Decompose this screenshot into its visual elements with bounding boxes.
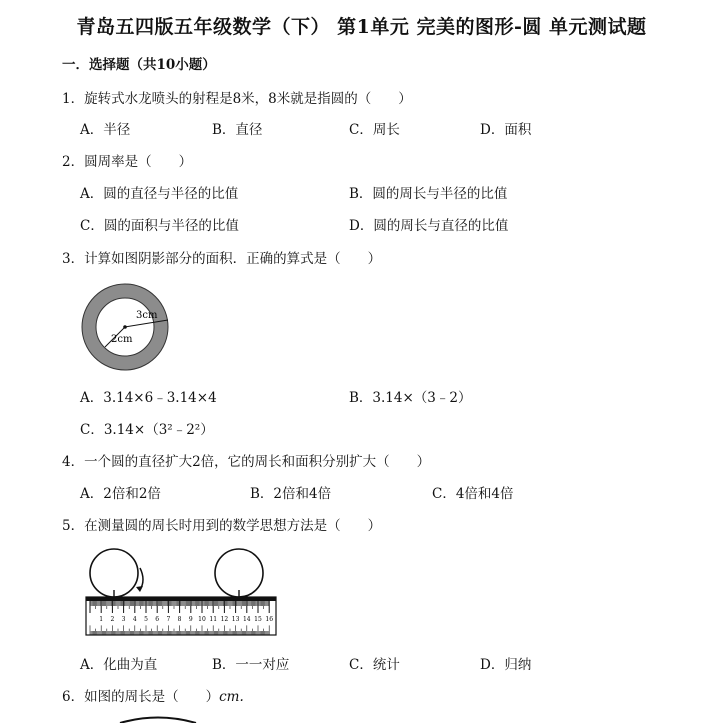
question-3-option-a[interactable]: A．3.14×6﹣3.14×4 (80, 390, 217, 406)
ruler-number: 15 (254, 616, 262, 623)
question-5-option-d[interactable]: D．归纳 (480, 657, 532, 673)
section-heading: 一．选择题（共10小题） (62, 57, 216, 73)
ruler-number: 13 (231, 616, 240, 623)
ruler-number: 16 (265, 616, 274, 623)
question-3-option-b[interactable]: B．3.14×（3﹣2） (349, 390, 472, 406)
outer-radius-label: 3cm (136, 310, 158, 321)
ruler-number: 12 (220, 616, 229, 623)
ruler-number: 7 (166, 616, 171, 623)
ruler-number: 5 (144, 616, 148, 623)
question-5-option-c[interactable]: C．统计 (349, 657, 400, 673)
ruler-number: 14 (242, 616, 251, 623)
ruler-number: 3 (121, 616, 126, 623)
ruler-number: 11 (209, 616, 218, 623)
question-1-option-a[interactable]: A．半径 (80, 122, 131, 138)
question-1-option-b[interactable]: B．直径 (212, 122, 263, 138)
ruler-number: 4 (132, 616, 137, 623)
question-1-option-c[interactable]: C．周长 (349, 122, 400, 138)
question-6-stem (62, 685, 244, 705)
question-6-figure-top (118, 714, 198, 723)
question-5-option-b[interactable]: B．一一对应 (212, 657, 290, 673)
question-3-stem: 3．计算如图阴影部分的面积．正确的算式是（ ） (62, 251, 382, 267)
question-4-option-c[interactable]: C．4倍和4倍 (432, 486, 514, 502)
question-2-option-b[interactable]: B．圆的周长与半径的比值 (349, 186, 508, 202)
ruler-number: 8 (177, 616, 182, 623)
ruler-top-band (86, 597, 276, 601)
question-5-stem: 5．在测量圆的周长时用到的数学思想方法是（ ） (62, 518, 382, 534)
question-2-option-c[interactable]: C．圆的面积与半径的比值 (80, 218, 239, 234)
annulus-figure (78, 280, 173, 375)
ruler-figure (82, 546, 282, 640)
ruler-number: 2 (110, 616, 115, 623)
question-2-option-d[interactable]: D．圆的周长与直径的比值 (349, 218, 509, 234)
question-4-option-a[interactable]: A．2倍和2倍 (80, 486, 161, 502)
ruler-number: 10 (198, 616, 206, 623)
rolling-circle-start (90, 549, 138, 597)
rolling-circle-end (215, 549, 263, 597)
question-3-option-c[interactable]: C．3.14×（3²﹣2²） (80, 422, 214, 438)
roll-arrow-head (136, 586, 143, 592)
question-5-option-a[interactable]: A．化曲为直 (80, 657, 158, 673)
inner-radius-label: 2cm (111, 334, 133, 345)
question-1-option-d[interactable]: D．面积 (480, 122, 532, 138)
ruler-number: 6 (155, 616, 160, 623)
question-4-stem: 4．一个圆的直径扩大2倍，它的周长和面积分别扩大（ ） (62, 454, 431, 470)
question-4-option-b[interactable]: B．2倍和4倍 (250, 486, 332, 502)
question-1-stem: 1．旋转式水龙喷头的射程是8米，8米就是指圆的（ ） (62, 91, 412, 107)
question-2-stem: 2．圆周率是（ ） (62, 154, 193, 170)
question-2-option-a[interactable]: A．圆的直径与半径的比值 (80, 186, 239, 202)
question-6-stem-text: 6．如图的周长是（ ） (62, 689, 220, 705)
ruler-number: 9 (188, 616, 193, 623)
page-title: 青岛五四版五年级数学（下） 第1单元 完美的图形-圆 单元测试题 (76, 16, 647, 38)
question-6-unit: cm. (219, 689, 244, 705)
ruler-number: 1 (99, 616, 104, 623)
